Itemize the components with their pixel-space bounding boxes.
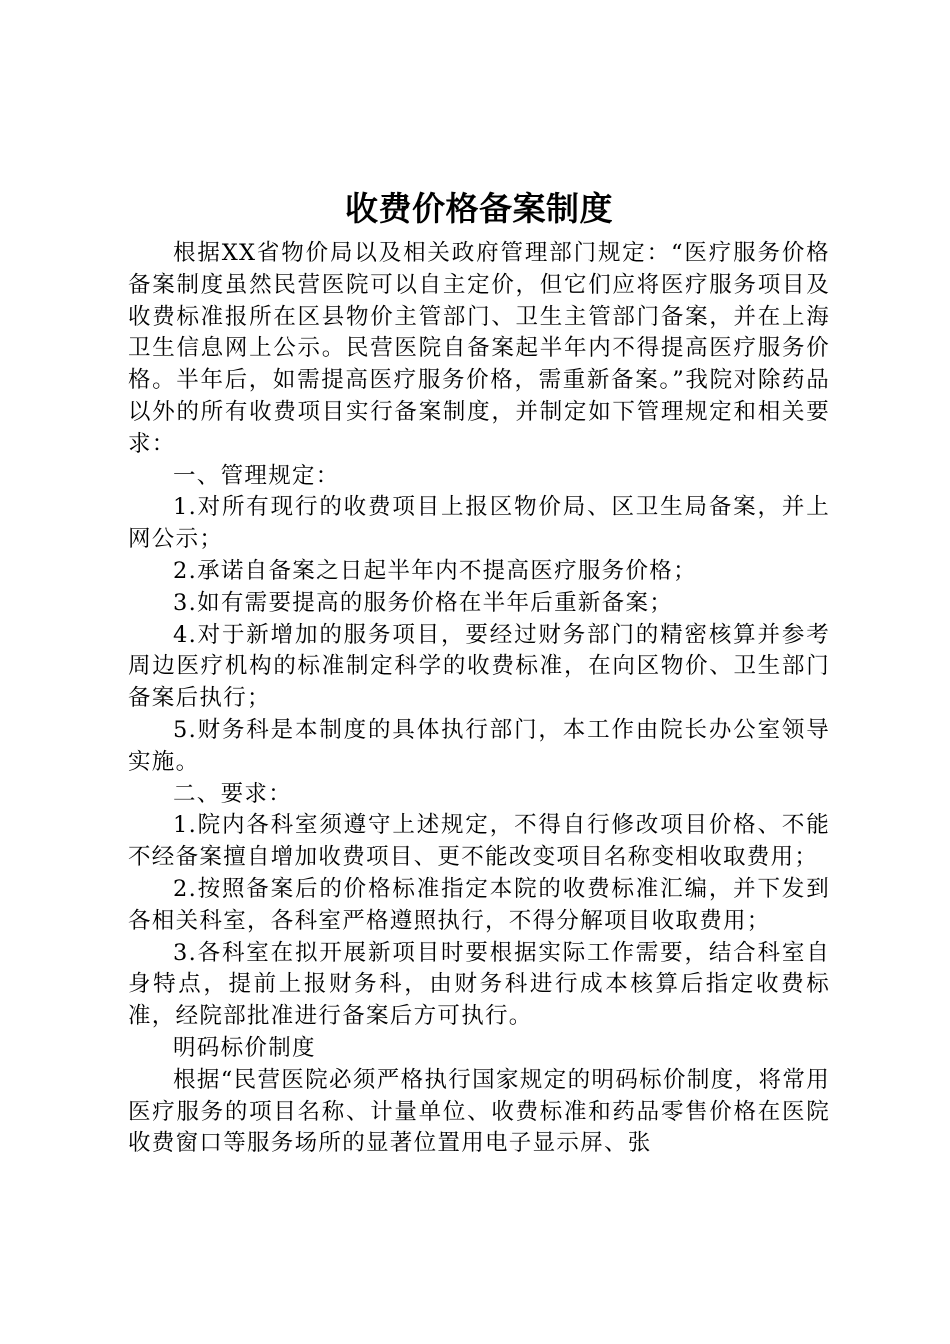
requirement-3: 3.各科室在拟开展新项目时要根据实际工作需要，结合科室自身特点，提前上报财务科，由财务科进行成本核算后指定收费标准，经院部批准进行备案后方可执行。 <box>128 939 830 1030</box>
management-rule-5: 5.财务科是本制度的具体执行部门，本工作由院长办公室领导实施。 <box>128 716 830 775</box>
intro-paragraph: 根据XX省物价局以及相关政府管理部门规定：“医疗服务价格备案制度虽然民营医院可以自主定价，但它们应将医疗服务项目及收费标准报所在区县物价主管部门、卫生主管部门备案，并在上海卫生信息网上公示。民营医院自备案起半年内不得提高医疗服务价格。半年后，如需提高医疗服务价格，需重新备案。”我院对除药品以外的所有收费项目实行备案制度，并制定如下管理规定和相关要求： <box>128 240 830 457</box>
document-title: 收费价格备案制度 <box>345 189 613 228</box>
section-heading-management: 一、管理规定： <box>173 462 340 489</box>
management-rule-4: 4.对于新增加的服务项目，要经过财务部门的精密核算并参考周边医疗机构的标准制定科学的收费标准，在向区物价、卫生部门备案后执行； <box>128 621 830 712</box>
management-rule-1: 1.对所有现行的收费项目上报区物价局、区卫生局备案，并上网公示； <box>128 494 830 553</box>
requirement-2: 2.按照备案后的价格标准指定本院的收费标准汇编，并下发到各相关科室，各科室严格遵照执行，不得分解项目收取费用； <box>128 875 830 934</box>
section-heading-requirements: 二、要求： <box>173 780 293 807</box>
management-rule-3: 3.如有需要提高的服务价格在半年后重新备案； <box>173 589 674 616</box>
management-rule-2: 2.承诺自备案之日起半年内不提高医疗服务价格； <box>173 557 697 584</box>
document-body <box>128 180 830 1160</box>
price-marking-paragraph: 根据“民营医院必须严格执行国家规定的明码标价制度，将常用医疗服务的项目名称、计量单位、收费标准和药品零售价格在医院收费窗口等服务场所的显著位置用电子显示屏、张 <box>128 1066 830 1157</box>
section-heading-price-marking: 明码标价制度 <box>173 1034 316 1061</box>
requirement-1: 1.院内各科室须遵守上述规定，不得自行修改项目价格、不能不经备案擅自增加收费项目、更不能改变项目名称变相收取费用； <box>128 812 830 871</box>
